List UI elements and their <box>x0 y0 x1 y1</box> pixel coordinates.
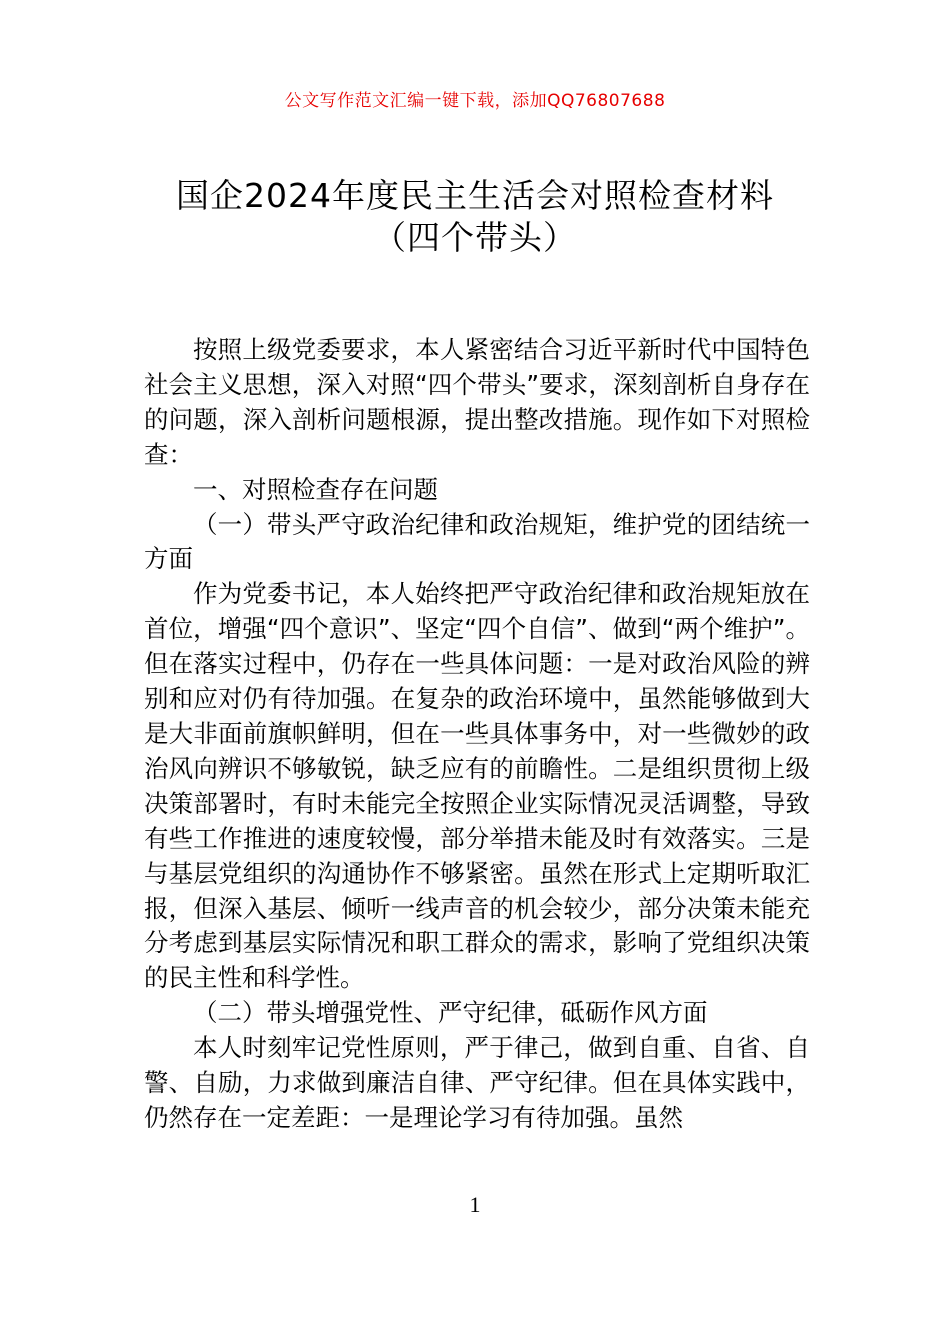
subsection-heading-1: （一）带头严守政治纪律和政治规矩，维护党的团结统一方面 <box>144 509 810 574</box>
subsection-heading-2: （二）带头增强党性、严守纪律，砥砺作风方面 <box>193 998 708 1028</box>
page-number: 1 <box>469 1192 481 1217</box>
section-heading-1: 一、对照检查存在问题 <box>193 474 438 504</box>
document-title: 国企2024年度民主生活会对照检查材料 <box>176 176 774 215</box>
body-paragraph-1: 作为党委书记，本人始终把严守政治纪律和政治规矩放在首位，增强“四个意识”、坚定“四个自信”、做到“两个维护”。但在落实过程中，仍存在一些具体问题：一是对政治风险的辨别和应对仍有待加强。在复杂的政治环境中，虽然能够做到大是大非面前旗帜鲜明，但在一些具体事务中，对一些微妙的政治风向辨识不够敏锐，缺乏应有的前瞻性。二是组织贯彻上级决策部署时，有时未能完全按照企业实际情况灵活调整，导致有些工作推进的速度较慢，部分举措未能及时有效落实。三是与基层党组织的沟通协作不够紧密。虽然在形式上定期听取汇报，但深入基层、倾听一线声音的机会较少，部分决策未能充分考虑到基层实际情况和职工群众的需求，影响了党组织决策的民主性和科学性。 <box>144 579 810 993</box>
intro-paragraph: 按照上级党委要求，本人紧密结合习近平新时代中国特色社会主义思想，深入对照“四个带头”要求，深刻剖析自身存在的问题，深入剖析问题根源，提出整改措施。现作如下对照检查： <box>144 335 810 469</box>
document-body <box>144 333 810 1136</box>
document-subtitle: （四个带头） <box>373 218 577 257</box>
body-paragraph-2: 本人时刻牢记党性原则，严于律己，做到自重、自省、自警、自励，力求做到廉洁自律、严守纪律。但在具体实践中，仍然存在一定差距：一是理论学习有待加强。虽然 <box>144 1033 810 1132</box>
header-ad-text: 公文写作范文汇编一键下载，添加QQ76807688 <box>284 91 666 111</box>
